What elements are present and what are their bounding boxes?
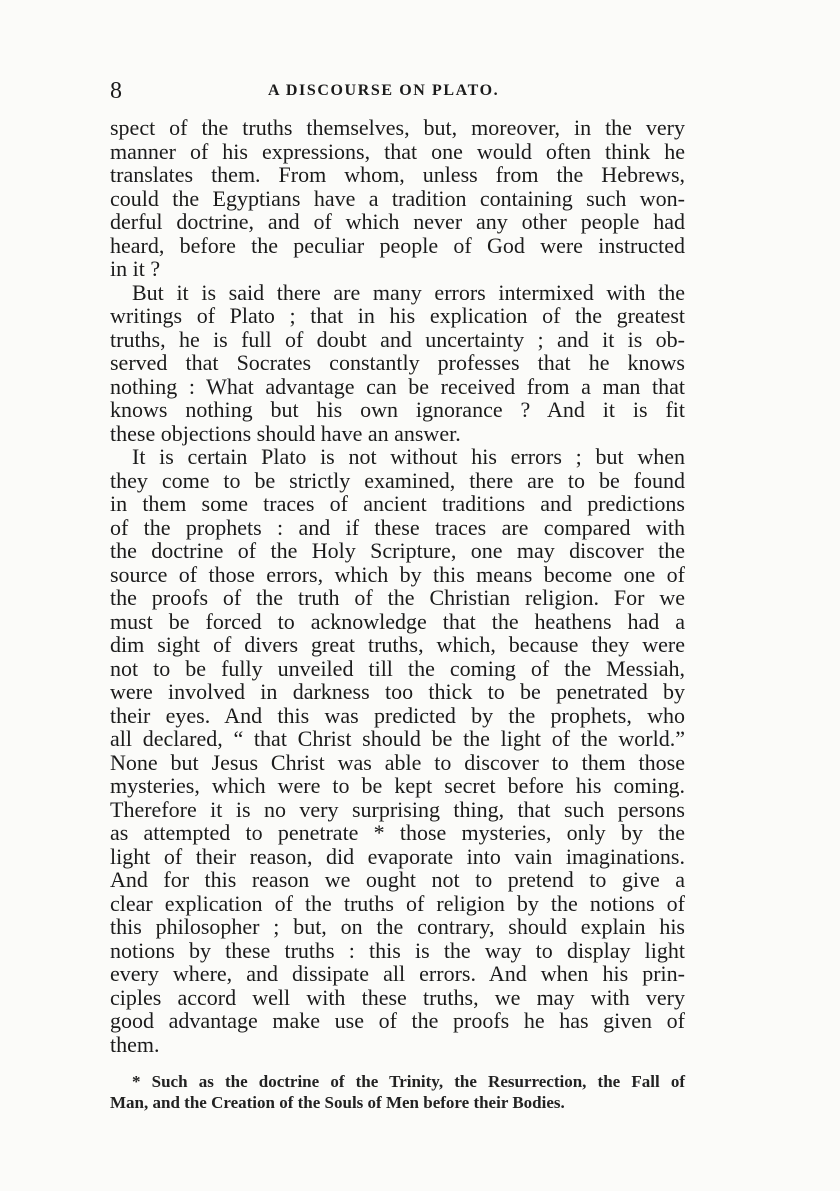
text-line: the proofs of the truth of the Christian religion. For we — [110, 585, 685, 610]
text-line: their eyes. And this was predicted by the prophets, who — [110, 702, 685, 728]
text-line: translates them. From whom, unless from the Hebrews, — [110, 162, 685, 187]
page-number: 8 — [110, 78, 122, 104]
body-text — [110, 116, 685, 1056]
footnote-line: * Such as the doctrine of the Trinity, the Resurrection, the Fall of — [132, 1072, 685, 1091]
footnote — [110, 1071, 685, 1113]
footnote-line: Man, and the Creation of the Souls of Men before their Bodies. — [110, 1093, 565, 1112]
text-line: could the Egyptians have a tradition containing such won- — [110, 185, 685, 211]
text-line: spect of the truths themselves, but, moreover, in the very — [110, 115, 685, 140]
text-line: served that Socrates constantly professes that he knows — [110, 350, 685, 375]
text-line: were involved in darkness too thick to be penetrated by — [110, 679, 685, 704]
text-line: truths, he is full of doubt and uncertainty ; and it is ob- — [110, 326, 685, 352]
text-line: And for this reason we ought not to pretend to give a — [110, 867, 685, 892]
text-line: writings of Plato ; that in his explication of the greatest — [110, 303, 685, 328]
text-line: manner of his expressions, that one would often think he — [110, 138, 685, 164]
text-line: in them some traces of ancient traditions and predictions — [110, 491, 685, 516]
text-line: as attempted to penetrate * those mysteries, only by the — [110, 820, 685, 845]
text-line: knows nothing but his own ignorance ? And it is fit — [110, 397, 685, 422]
text-line: these objections should have an answer. — [110, 420, 461, 446]
text-line: derful doctrine, and of which never any other people had — [110, 209, 685, 234]
text-line: all declared, “ that Christ should be the light of the world.” — [110, 726, 685, 751]
text-line: not to be fully unveiled till the coming of the Messiah, — [110, 655, 685, 681]
text-line: clear explication of the truths of religion by the notions of — [110, 890, 685, 916]
text-line: of the prophets : and if these traces are compared with — [110, 514, 685, 540]
text-line: But it is said there are many errors intermixed with the — [132, 279, 685, 305]
text-line: them. — [110, 1031, 160, 1057]
text-line: ciples accord well with these truths, we may with very — [110, 984, 685, 1010]
text-line: source of those errors, which by this means become one of — [110, 561, 685, 587]
text-line: It is certain Plato is not without his errors ; but when — [132, 444, 685, 469]
running-head: A DISCOURSE ON PLATO. — [268, 82, 500, 99]
text-line: Therefore it is no very surprising thing, that such persons — [110, 796, 685, 822]
text-line: None but Jesus Christ was able to discover to them those — [110, 749, 685, 775]
text-line: light of their reason, did evaporate into vain imaginations. — [110, 843, 685, 869]
text-line: must be forced to acknowledge that the heathens had a — [110, 608, 685, 634]
text-line: this philosopher ; but, on the contrary, should explain his — [110, 914, 685, 939]
text-line: the doctrine of the Holy Scripture, one may discover the — [110, 538, 685, 563]
text-line: in it ? — [110, 256, 161, 281]
text-line: every where, and dissipate all errors. And when his prin- — [110, 961, 685, 986]
text-line: they come to be strictly examined, there are to be found — [110, 467, 685, 493]
text-line: good advantage make use of the proofs he has given of — [110, 1008, 685, 1033]
text-line: dim sight of divers great truths, which, because they were — [110, 632, 685, 657]
text-line: mysteries, which were to be kept secret before his coming. — [110, 773, 685, 798]
text-line: nothing : What advantage can be received from a man that — [110, 373, 685, 399]
page-header — [110, 76, 685, 106]
text-line: heard, before the peculiar people of God were instructed — [110, 232, 685, 258]
text-line: notions by these truths : this is the way to display light — [110, 937, 685, 963]
